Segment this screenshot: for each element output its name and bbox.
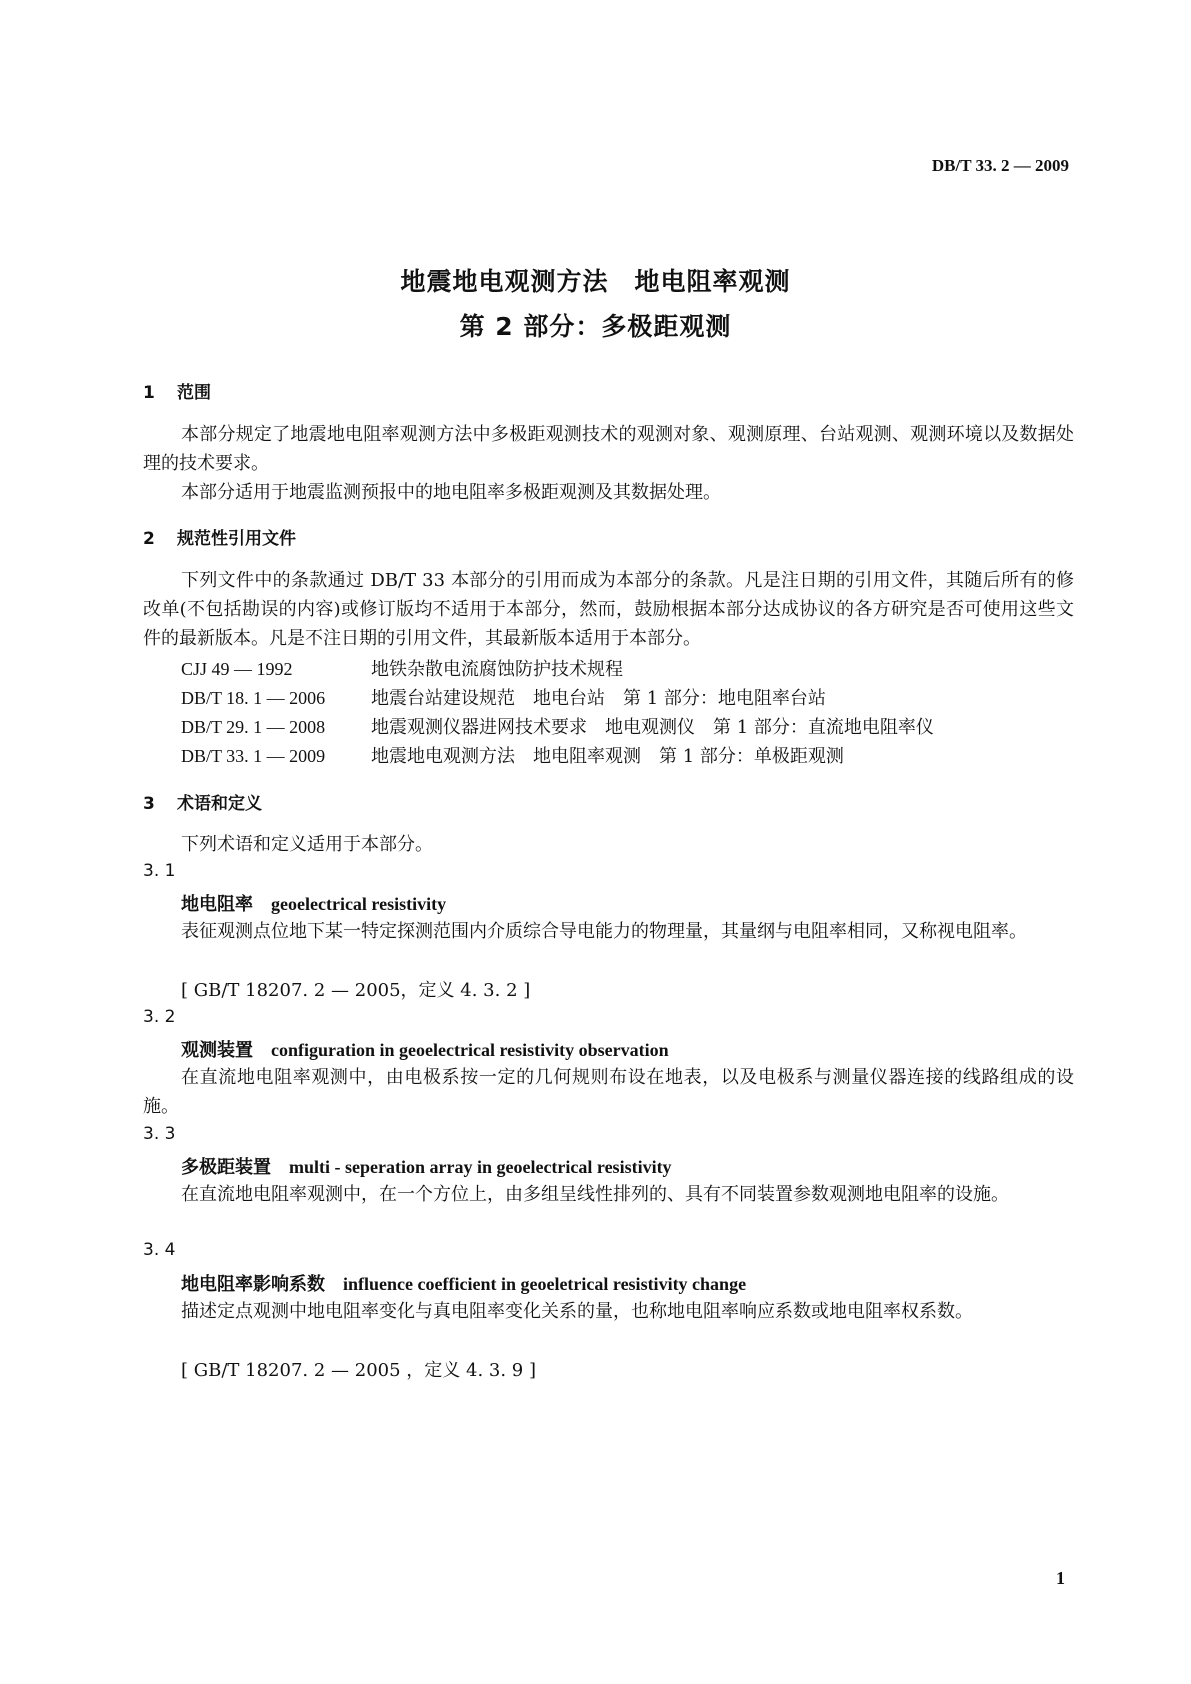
term-entry xyxy=(181,1153,672,1179)
term-en: geoelectrical resistivity xyxy=(271,894,447,914)
paragraph: 本部分适用于地震监测预报中的地电阻率多极距观测及其数据处理。 xyxy=(181,482,721,503)
reference-item xyxy=(181,655,623,681)
term-zh: 多极距装置 xyxy=(181,1157,271,1178)
term-source: [ GB/T 18207. 2 — 2005 ，定义 4. 3. 9 ] xyxy=(181,1360,536,1381)
reference-item xyxy=(181,742,844,768)
paragraph: 本部分规定了地震地电阻率观测方法中多极距观测技术的观测对象、观测原理、台站观测、观测环境以及数据处理的技术要求。 xyxy=(143,424,1074,474)
clause-number: 3. 3 xyxy=(143,1124,176,1144)
section-number: 3 xyxy=(143,794,155,814)
paragraph: 下列术语和定义适用于本部分。 xyxy=(181,834,433,855)
term-zh: 观测装置 xyxy=(181,1040,253,1061)
term-en: influence coefficient in geoeletrical resistivity change xyxy=(343,1274,747,1294)
reference-item xyxy=(181,713,934,739)
reference-item xyxy=(181,684,826,710)
term-en: multi - seperation array in geoelectrical resistivity xyxy=(289,1157,672,1177)
clause-number: 3. 2 xyxy=(143,1007,176,1027)
section-title: 术语和定义 xyxy=(177,794,262,814)
paragraph: 下列文件中的条款通过 DB/T 33 本部分的引用而成为本部分的条款。凡是注日期的引用文件，其随后所有的修改单(不包括勘误的内容)或修订版均不适用于本部分，然而，鼓励根据本部分达成协议的各方研究是否可使用这些文件的最新版本。凡是不注日期的引用文件，其最新版本适用于本部分。 xyxy=(143,570,1074,649)
section-1-heading xyxy=(143,378,211,403)
term-zh: 地电阻率影响系数 xyxy=(181,1274,325,1295)
term-definition: 表征观测点位地下某一特定探测范围内介质综合导电能力的物理量，其量纲与电阻率相同，又称视电阻率。 xyxy=(181,921,1027,942)
section-2-heading xyxy=(143,524,296,549)
reference-title: 地震地电观测方法 地电阻率观测 第 1 部分：单极距观测 xyxy=(371,746,844,767)
term-definition: 在直流地电阻率观测中，在一个方位上，由多组呈线性排列的、具有不同装置参数观测地电阻率的设施。 xyxy=(181,1184,1009,1205)
section-number: 2 xyxy=(143,529,155,549)
reference-code: CJJ 49 — 1992 xyxy=(181,659,293,679)
clause-number: 3. 1 xyxy=(143,861,176,881)
section-title: 规范性引用文件 xyxy=(177,529,296,549)
term-en: configuration in geoelectrical resistivity observation xyxy=(271,1040,669,1060)
reference-code: DB/T 29. 1 — 2008 xyxy=(181,717,326,737)
reference-title: 地铁杂散电流腐蚀防护技术规程 xyxy=(371,659,623,680)
section-3-heading xyxy=(143,789,262,814)
reference-title: 地震台站建设规范 地电台站 第 1 部分：地电阻率台站 xyxy=(371,688,826,709)
term-source: [ GB/T 18207. 2 — 2005，定义 4. 3. 2 ] xyxy=(181,980,531,1001)
section-title: 范围 xyxy=(177,383,211,403)
reference-title: 地震观测仪器进网技术要求 地电观测仪 第 1 部分：直流地电阻率仪 xyxy=(371,717,934,738)
term-entry xyxy=(181,1036,669,1062)
page-number: 1 xyxy=(1056,1568,1065,1588)
section-number: 1 xyxy=(143,383,155,403)
reference-code: DB/T 18. 1 — 2006 xyxy=(181,688,326,708)
term-definition: 描述定点观测中地电阻率变化与真电阻率变化关系的量，也称地电阻率响应系数或地电阻率权系数。 xyxy=(181,1301,973,1322)
term-definition: 在直流地电阻率观测中，由电极系按一定的几何规则布设在地表，以及电极系与测量仪器连接的线路组成的设施。 xyxy=(143,1067,1074,1117)
term-entry xyxy=(181,1270,746,1296)
document-title-line1: 地震地电观测方法 地电阻率观测 xyxy=(400,267,791,296)
reference-code: DB/T 33. 1 — 2009 xyxy=(181,746,326,766)
clause-number: 3. 4 xyxy=(143,1240,176,1260)
standard-code: DB/T 33. 2 — 2009 xyxy=(931,156,1069,175)
term-entry xyxy=(181,890,446,916)
document-title-line2: 第 2 部分：多极距观测 xyxy=(459,312,732,341)
term-zh: 地电阻率 xyxy=(181,894,253,915)
